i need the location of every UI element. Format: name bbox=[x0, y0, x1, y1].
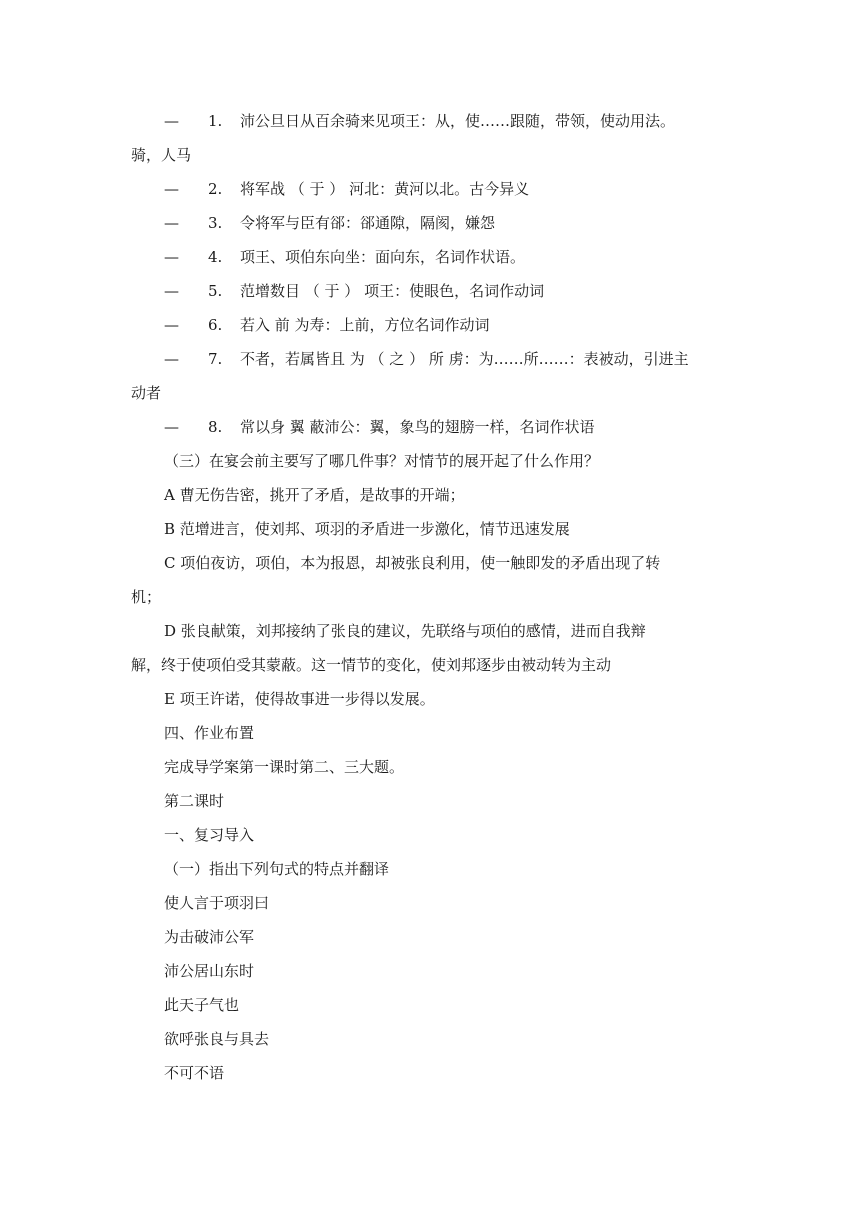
list-number: 4. bbox=[208, 248, 223, 266]
list-item-1-continuation: 骑，人马 bbox=[131, 146, 192, 164]
list-item-5 bbox=[131, 274, 731, 308]
list-text: 若入 前 为寿：上前，方位名词作动词 bbox=[240, 316, 490, 334]
sentence-item: 此天子气也 bbox=[164, 996, 240, 1014]
list-item-3 bbox=[131, 206, 731, 240]
list-marker: — bbox=[164, 112, 179, 130]
list-number: 8. bbox=[208, 418, 223, 436]
list-text: 沛公旦日从百余骑来见项王：从，使……跟随，带领，使动用法。 bbox=[240, 112, 676, 130]
list-text: 将军战 （ 于 ） 河北：黄河以北。古今异义 bbox=[240, 180, 530, 198]
list-item-6 bbox=[131, 308, 731, 342]
list-marker: — bbox=[164, 418, 179, 436]
list-item-1 bbox=[131, 104, 731, 138]
list-item-8 bbox=[131, 410, 731, 444]
answer-d-line1: D 张良献策，刘邦接纳了张良的建议，先联络与项伯的感情，进而自我辩 bbox=[164, 622, 646, 640]
list-number: 7. bbox=[208, 350, 223, 368]
list-number: 2. bbox=[208, 180, 223, 198]
list-marker: — bbox=[164, 214, 179, 232]
list-number: 6. bbox=[208, 316, 223, 334]
list-text: 范增数目 （ 于 ） 项王：使眼色，名词作动词 bbox=[240, 282, 545, 300]
list-number: 5. bbox=[208, 282, 223, 300]
answer-e: E 项王许诺，使得故事进一步得以发展。 bbox=[164, 690, 435, 708]
lesson-title: 第二课时 bbox=[164, 792, 225, 810]
list-text: 项王、项伯东向坐：面向东，名词作状语。 bbox=[240, 248, 526, 266]
answer-c-line1: C 项伯夜访，项伯，本为报恩，却被张良利用，使一触即发的矛盾出现了转 bbox=[164, 554, 661, 572]
answer-c-line2: 机； bbox=[131, 588, 162, 606]
answer-d-line2: 解，终于使项伯受其蒙蔽。这一情节的变化，使刘邦逐步由被动转为主动 bbox=[131, 656, 612, 674]
list-item-2 bbox=[131, 172, 731, 206]
list-marker: — bbox=[164, 316, 179, 334]
list-marker: — bbox=[164, 350, 179, 368]
document-body bbox=[131, 104, 731, 1090]
homework-text: 完成导学案第一课时第二、三大题。 bbox=[164, 758, 405, 776]
list-text: 令将军与臣有郤：郤通隙，隔阂，嫌怨 bbox=[240, 214, 496, 232]
list-marker: — bbox=[164, 180, 179, 198]
answer-b: B 范增进言，使刘邦、项羽的矛盾进一步激化，情节迅速发展 bbox=[164, 520, 570, 538]
homework-heading: 四、作业布置 bbox=[164, 724, 255, 742]
list-item-4 bbox=[131, 240, 731, 274]
sentence-item: 使人言于项羽曰 bbox=[164, 894, 270, 912]
list-marker: — bbox=[164, 282, 179, 300]
section-question: （三）在宴会前主要写了哪几件事？对情节的展开起了什么作用？ bbox=[164, 452, 600, 470]
list-marker: — bbox=[164, 248, 179, 266]
sentence-item: 不可不语 bbox=[164, 1064, 225, 1082]
list-text: 常以身 翼 蔽沛公：翼，象鸟的翅膀一样，名词作状语 bbox=[240, 418, 595, 436]
list-item-7 bbox=[131, 342, 731, 376]
sub-heading: （一）指出下列句式的特点并翻译 bbox=[164, 860, 390, 878]
sentence-item: 沛公居山东时 bbox=[164, 962, 255, 980]
part-heading: 一、复习导入 bbox=[164, 826, 255, 844]
list-text: 不者，若属皆且 为 （ 之 ） 所 虏：为……所……：表被动，引进主 bbox=[240, 350, 689, 368]
list-item-7-continuation: 动者 bbox=[131, 384, 162, 402]
list-number: 1. bbox=[208, 112, 223, 130]
sentence-item: 为击破沛公军 bbox=[164, 928, 255, 946]
list-number: 3. bbox=[208, 214, 223, 232]
answer-a: A 曹无伤告密，挑开了矛盾，是故事的开端； bbox=[164, 486, 465, 504]
sentence-item: 欲呼张良与具去 bbox=[164, 1030, 270, 1048]
